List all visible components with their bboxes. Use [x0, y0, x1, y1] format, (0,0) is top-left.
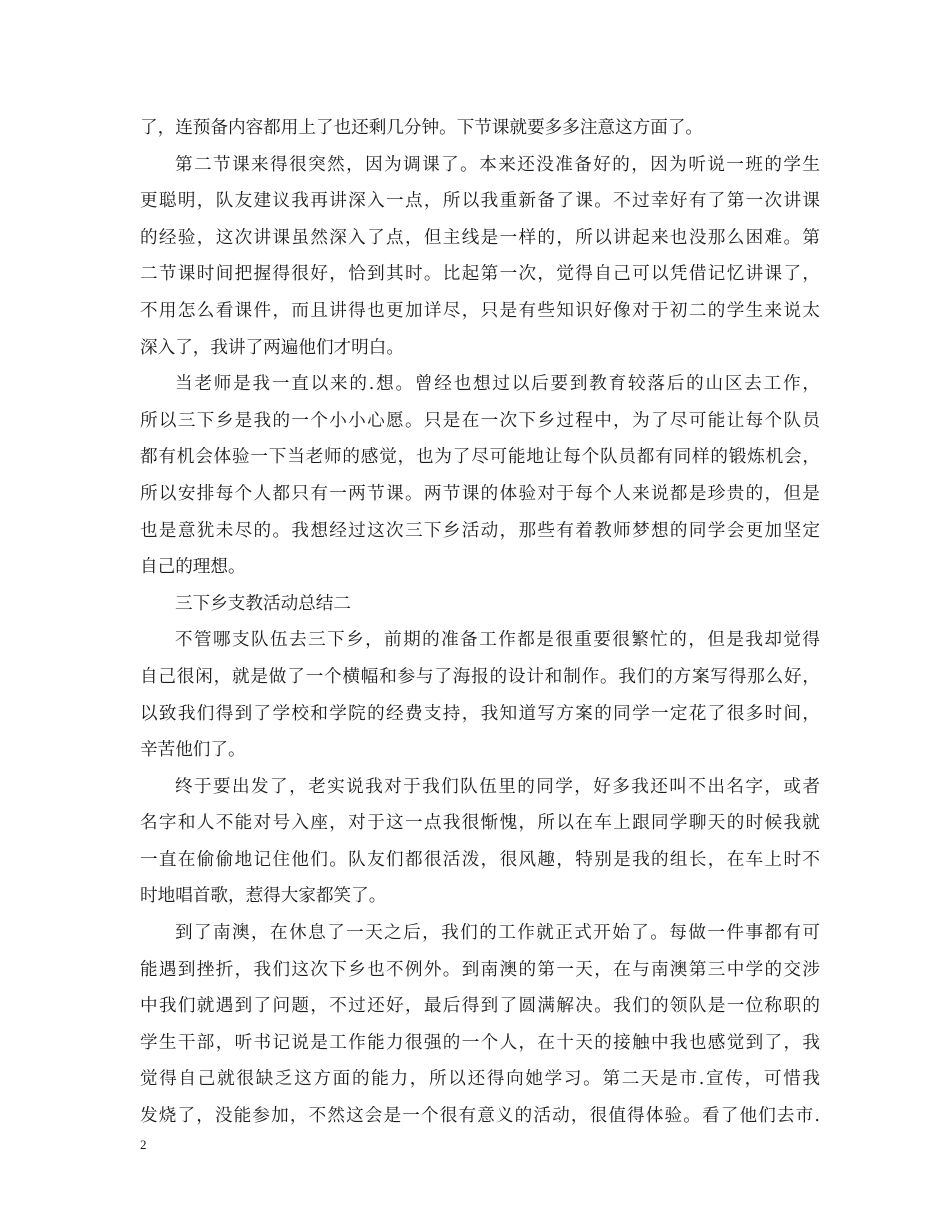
- text-line: 名字和人不能对号入座，对于这一点我很惭愧，所以在车上跟同学聊天的时候我就: [140, 813, 820, 834]
- text-line: 第二节课来得很突然，因为调课了。本来还没准备好的，因为听说一班的学生: [175, 154, 820, 175]
- text-line: 不管哪支队伍去三下乡，前期的准备工作都是很重要很繁忙的，但是我却觉得: [175, 630, 820, 651]
- text-line: 二节课时间把握得很好，恰到其时。比起第一次，觉得自己可以凭借记忆讲课了，: [140, 264, 820, 285]
- text-line: 能遇到挫折，我们这次下乡也不例外。到南澳的第一天，在与南澳第三中学的交涉: [140, 959, 820, 980]
- text-line: 深入了，我讲了两遍他们才明白。: [140, 337, 404, 358]
- text-line: 都有机会体验一下当老师的感觉，也为了尽可能地让每个队员都有同样的锻炼机会，: [140, 447, 820, 468]
- text-line: 也是意犹未尽的。我想经过这次三下乡活动，那些有着教师梦想的同学会更加坚定: [140, 520, 820, 541]
- text-line: 了，连预备内容都用上了也还剩几分钟。下节课就要多多注意这方面了。: [140, 118, 704, 138]
- text-line: 中我们就遇到了问题，不过还好，最后得到了圆满解决。我们的领队是一位称职的: [140, 996, 820, 1017]
- text-line: 所以三下乡是我的一个小小心愿。只是在一次下乡过程中，为了尽可能让每个队员: [140, 410, 820, 431]
- text-line: 当老师是我一直以来的.想。曾经也想过以后要到教育较落后的山区去工作，: [175, 374, 820, 395]
- text-line: 发烧了，没能参加，不然这会是一个很有意义的活动，很值得体验。看了他们去市.: [140, 1106, 820, 1127]
- text-line: 终于要出发了，老实说我对于我们队伍里的同学，好多我还叫不出名字，或者: [175, 776, 820, 797]
- text-line: 辛苦他们了。: [140, 740, 246, 761]
- text-line: 学生干部，听书记说是工作能力很强的一个人，在十天的接触中我也感觉到了，我: [140, 1032, 820, 1053]
- text-line: 不用怎么看课件，而且讲得也更加详尽，只是有些知识好像对于初二的学生来说太: [140, 300, 820, 321]
- text-line: 到了南澳，在休息了一天之后，我们的工作就正式开始了。每做一件事都有可: [175, 923, 820, 944]
- text-line: 所以安排每个人都只有一两节课。两节课的体验对于每个人来说都是珍贵的，但是: [140, 483, 820, 504]
- text-line: 一直在偷偷地记住他们。队友们都很活泼，很风趣，特别是我的组长，在车上时不: [140, 849, 820, 870]
- text-line: 以致我们得到了学校和学院的经费支持，我知道写方案的同学一定花了很多时间，: [140, 703, 820, 724]
- text-line: 三下乡支教活动总结二: [175, 593, 351, 614]
- body-text: [140, 110, 820, 1135]
- page-number: 2: [140, 1137, 147, 1152]
- text-line: 时地唱首歌，惹得大家都笑了。: [140, 886, 387, 907]
- text-line: 自己的理想。: [140, 557, 246, 578]
- text-line: 自己很闲，就是做了一个横幅和参与了海报的设计和制作。我们的方案写得那么好，: [140, 666, 820, 687]
- text-line: 更聪明，队友建议我再讲深入一点，所以我重新备了课。不过幸好有了第一次讲课: [140, 191, 820, 212]
- text-line: 的经验，这次讲课虽然深入了点，但主线是一样的，所以讲起来也没那么困难。第: [140, 227, 820, 248]
- text-line: 觉得自己就很缺乏这方面的能力，所以还得向她学习。第二天是市.宣传，可惜我: [140, 1069, 820, 1090]
